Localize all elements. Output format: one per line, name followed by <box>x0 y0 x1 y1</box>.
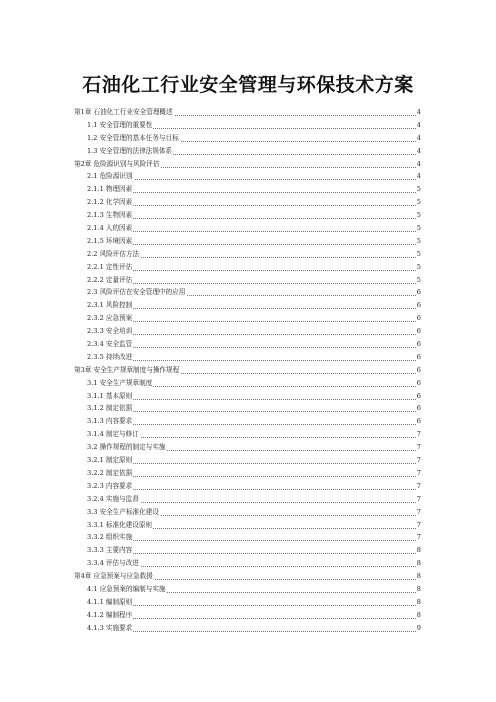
toc-entry[interactable] <box>0 506 496 519</box>
toc-entry-label: 2.3.3 安全培训 <box>87 325 133 338</box>
toc-leader-dots <box>87 183 416 193</box>
toc-entry-label: 2.3 风险评估在安全管理中的应用 <box>87 286 186 299</box>
toc-entry-label: 3.2.3 内容要求 <box>87 480 133 493</box>
toc-entry[interactable] <box>0 377 496 390</box>
toc-page-number: 9 <box>416 623 421 632</box>
toc-leader-dots <box>87 351 416 361</box>
toc-entry[interactable] <box>0 531 496 544</box>
toc-leader-dots <box>87 196 416 206</box>
toc-page-number: 7 <box>416 533 421 542</box>
toc-entry[interactable] <box>0 170 496 183</box>
toc-leader-dots <box>87 222 416 232</box>
toc-page-number: 6 <box>416 404 421 413</box>
toc-entry-label: 2.3.2 应急预案 <box>87 312 133 325</box>
toc-entry[interactable] <box>0 596 496 609</box>
toc-entry[interactable] <box>0 235 496 248</box>
toc-entry[interactable] <box>0 467 496 480</box>
toc-leader-dots <box>87 531 416 541</box>
toc-entry-label: 2.1.3 生物因素 <box>87 209 133 222</box>
toc-entry[interactable] <box>0 622 496 635</box>
toc-leader-dots <box>87 402 416 412</box>
toc-entry[interactable] <box>0 145 496 158</box>
toc-entry[interactable] <box>0 364 496 377</box>
toc-page-number: 8 <box>416 610 421 619</box>
toc-page-number: 7 <box>416 494 421 503</box>
toc-page-number: 4 <box>416 146 421 155</box>
toc-leader-dots <box>87 235 416 245</box>
toc-page-number: 7 <box>416 443 421 452</box>
toc-leader-dots <box>87 338 416 348</box>
toc-entry-label: 3.2.2 制定依据 <box>87 467 133 480</box>
toc-entry-label: 2.1.5 环境因素 <box>87 235 133 248</box>
toc-entry[interactable] <box>0 196 496 209</box>
toc-leader-dots <box>87 467 416 477</box>
toc-page-number: 7 <box>416 520 421 529</box>
toc-entry-label: 3.2.1 制定原则 <box>87 454 133 467</box>
toc-entry-label: 2.2 风险评估方法 <box>87 248 140 261</box>
toc-page-number: 8 <box>416 584 421 593</box>
toc-entry[interactable] <box>0 390 496 403</box>
toc-leader-dots <box>87 609 416 619</box>
toc-leader-dots <box>87 325 416 335</box>
toc-page-number: 5 <box>416 275 421 284</box>
toc-leader-dots <box>87 415 416 425</box>
toc-entry-label: 3.1.1 基本原则 <box>87 390 133 403</box>
toc-entry-label: 2.2.1 定性评估 <box>87 261 133 274</box>
toc-page-number: 7 <box>416 456 421 465</box>
toc-leader-dots <box>87 390 416 400</box>
toc-entry[interactable] <box>0 351 496 364</box>
toc-entry-label: 3.3.3 主要内容 <box>87 544 133 557</box>
toc-entry[interactable] <box>0 519 496 532</box>
toc-page-number: 7 <box>416 507 421 516</box>
toc-page-number: 7 <box>416 481 421 490</box>
toc-page-number: 4 <box>416 172 421 181</box>
toc-page-number: 5 <box>416 211 421 220</box>
toc-entry-label: 2.1 危险源识别 <box>87 170 134 183</box>
toc-leader-dots <box>87 170 416 180</box>
toc-entry[interactable] <box>0 261 496 274</box>
toc-entry[interactable] <box>0 222 496 235</box>
toc-page-number: 5 <box>416 262 421 271</box>
toc-entry[interactable] <box>0 299 496 312</box>
toc-page-number: 6 <box>416 391 421 400</box>
toc-leader-dots <box>87 261 416 271</box>
toc-entry[interactable] <box>0 570 496 583</box>
toc-page-number: 5 <box>416 236 421 245</box>
toc-entry-label: 1.2 安全管理的基本任务与目标 <box>87 132 180 145</box>
toc-entry[interactable] <box>0 158 496 171</box>
toc-entry-label: 2.1.2 化学因素 <box>87 196 133 209</box>
toc-entry[interactable] <box>0 544 496 557</box>
toc-leader-dots <box>87 312 416 322</box>
toc-entry[interactable] <box>0 325 496 338</box>
toc-page-number: 5 <box>416 198 421 207</box>
toc-page-number: 5 <box>416 224 421 233</box>
toc-page-number: 7 <box>416 468 421 477</box>
toc-page-number: 5 <box>416 249 421 258</box>
toc-entry-label: 3.3.2 组织实施 <box>87 531 133 544</box>
toc-page-number: 4 <box>416 108 421 116</box>
toc-page-number: 6 <box>416 352 421 361</box>
toc-entry[interactable] <box>0 312 496 325</box>
toc-entry[interactable] <box>0 428 496 441</box>
toc-entry-label: 4.1.3 实施要求 <box>87 622 133 635</box>
toc-entry-label: 2.3.4 安全监管 <box>87 338 133 351</box>
toc-entry[interactable] <box>0 106 496 119</box>
toc-entry-label: 3.1 安全生产规章制度 <box>87 377 153 390</box>
toc-page-number: 6 <box>416 327 421 336</box>
toc-leader-dots <box>87 596 416 606</box>
toc-leader-dots <box>87 454 416 464</box>
toc-leader-dots <box>87 480 416 490</box>
toc-entry[interactable] <box>0 248 496 261</box>
toc-entry-label: 2.1.1 物理因素 <box>87 183 133 196</box>
toc-entry-label: 3.3.4 评估与改进 <box>87 557 140 570</box>
toc-page-number: 7 <box>416 430 421 439</box>
toc-page-number: 8 <box>416 597 421 606</box>
toc-page-number: 6 <box>416 365 421 374</box>
toc-entry-label: 4.1.1 编制原则 <box>87 596 133 609</box>
toc-entry-label: 2.3.5 持续改进 <box>87 351 133 364</box>
toc-entry-label: 3.2.4 实施与监督 <box>87 493 140 506</box>
toc-entry-label: 3.1.3 内容要求 <box>87 415 133 428</box>
toc-entry-label: 4.1 应急预案的编制与实施 <box>87 583 167 596</box>
toc-page-number: 6 <box>416 288 421 297</box>
toc-page-number: 4 <box>416 120 421 129</box>
toc-page-number: 8 <box>416 559 421 568</box>
toc-page-number: 6 <box>416 340 421 349</box>
document-title: 石油化工行业安全管理与环保技术方案 <box>82 74 414 96</box>
toc-entry[interactable] <box>0 338 496 351</box>
table-of-contents <box>0 106 496 635</box>
toc-entry-label: 2.3.1 风险控制 <box>87 299 133 312</box>
toc-entry-label: 第1章 石油化工行业安全管理概述 <box>74 106 174 119</box>
toc-entry-label: 第2章 危险源识别与风险评估 <box>74 158 160 171</box>
toc-page-number: 4 <box>416 133 421 142</box>
toc-entry[interactable] <box>0 441 496 454</box>
toc-entry-label: 3.3 安全生产标准化建设 <box>87 506 160 519</box>
toc-entry[interactable] <box>0 132 496 145</box>
toc-leader-dots <box>87 209 416 219</box>
toc-entry-label: 3.2 操作规程的制定与实施 <box>87 441 167 454</box>
toc-page-number: 6 <box>416 378 421 387</box>
toc-leader-dots <box>87 299 416 309</box>
toc-entry-label: 第4章 应急预案与应急救援 <box>74 570 154 583</box>
toc-leader-dots <box>87 274 416 284</box>
toc-entry[interactable] <box>0 415 496 428</box>
toc-page-number: 8 <box>416 572 421 581</box>
toc-entry-label: 1.1 安全管理的重要性 <box>87 119 153 132</box>
toc-entry-label: 3.1.2 制定依据 <box>87 402 133 415</box>
toc-leader-dots <box>87 544 416 554</box>
toc-entry-label: 2.1.4 人的因素 <box>87 222 133 235</box>
toc-entry[interactable] <box>0 286 496 299</box>
toc-entry-label: 3.3.1 标准化建设原则 <box>87 519 153 532</box>
toc-entry-label: 第3章 安全生产规章制度与操作规程 <box>74 364 180 377</box>
toc-entry-label: 3.1.4 制定与修订 <box>87 428 140 441</box>
toc-page-number: 4 <box>416 159 421 168</box>
toc-page-number: 5 <box>416 185 421 194</box>
toc-entry[interactable] <box>0 119 496 132</box>
toc-entry-label: 1.3 安全管理的法律法规体系 <box>87 145 173 158</box>
toc-page-number: 6 <box>416 301 421 310</box>
toc-entry[interactable] <box>0 183 496 196</box>
toc-leader-dots <box>87 622 416 632</box>
toc-entry[interactable] <box>0 493 496 506</box>
toc-entry[interactable] <box>0 454 496 467</box>
toc-page-number: 8 <box>416 546 421 555</box>
toc-page-number: 6 <box>416 417 421 426</box>
toc-entry-label: 4.1.2 编制程序 <box>87 609 133 622</box>
toc-entry[interactable] <box>0 557 496 570</box>
toc-entry-label: 2.2.2 定量评估 <box>87 274 133 287</box>
toc-entry[interactable] <box>0 480 496 493</box>
toc-entry[interactable] <box>0 274 496 287</box>
toc-entry[interactable] <box>0 209 496 222</box>
toc-entry[interactable] <box>0 583 496 596</box>
toc-entry[interactable] <box>0 609 496 622</box>
toc-page-number: 6 <box>416 314 421 323</box>
toc-entry[interactable] <box>0 402 496 415</box>
